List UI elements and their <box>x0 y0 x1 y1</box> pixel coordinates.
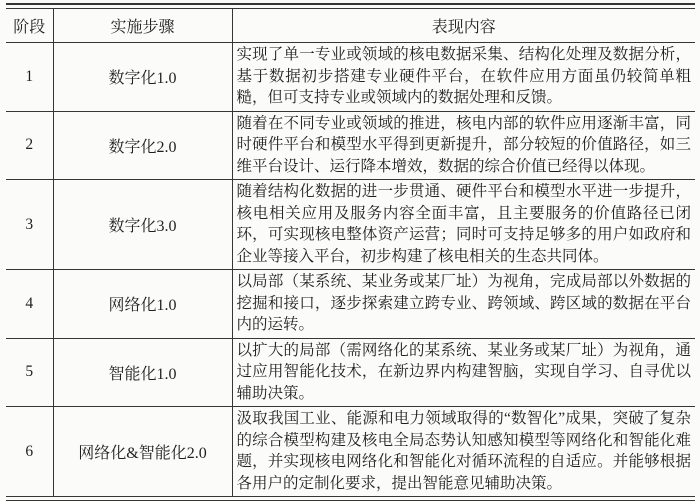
content-text: 随着结构化数据的进一步贯通、硬件平台和模型水平进一步提升，核电相关应用及服务内容全面丰富，且主要服务的价值路径已闭环，可实现核电整体资产运营；同时可支持足够多的用户如政府和企业等接入平台，初步构建了核电相关的生态共同体。 <box>232 180 695 270</box>
content-text: 以扩大的局部（需网络化的某系统、某业务或某厂址）为视角，通过应用智能化技术，在新边界内构建智脑，实现自学习、自寻优以辅助决策。 <box>232 338 695 407</box>
header-step: 实施步骤 <box>53 9 232 43</box>
step-label: 网络化1.0 <box>53 270 232 339</box>
step-label: 智能化1.0 <box>53 338 232 407</box>
step-label: 数字化2.0 <box>53 111 232 180</box>
content-text: 以局部（某系统、某业务或某厂址）为视角，完成局部以外数据的挖掘和接口，逐步探索建立跨专业、跨领域、跨区域的数据在平台内的运转。 <box>232 270 695 339</box>
table-row <box>6 338 695 407</box>
table-row <box>6 43 695 112</box>
stages-table <box>6 8 695 497</box>
content-text: 随着在不同专业或领域的推进，核电内部的软件应用逐渐丰富，同时硬件平台和模型水平得到更新提升，部分较短的价值路径，如三维平台设计、运行降本增效，数据的综合价值已经得以体现。 <box>232 111 695 180</box>
stages-table-block <box>6 3 695 501</box>
step-label: 数字化3.0 <box>53 180 232 270</box>
table-row <box>6 180 695 270</box>
step-label: 网络化&智能化2.0 <box>53 407 232 497</box>
header-stage: 阶段 <box>6 9 53 43</box>
header-row <box>6 9 695 43</box>
table-row <box>6 270 695 339</box>
table-row <box>6 407 695 497</box>
step-label: 数字化1.0 <box>53 43 232 112</box>
stage-number: 1 <box>6 43 53 112</box>
stage-number: 4 <box>6 270 53 339</box>
stage-number: 3 <box>6 180 53 270</box>
stage-number: 2 <box>6 111 53 180</box>
content-text: 汲取我国工业、能源和电力领域取得的“数智化”成果，突破了复杂的综合模型构建及核电全局态势认知感知模型等网络化和智能化难题，并实现核电网络化和智能化对循环流程的自适应。并能够根据各用户的定制化要求，提出智能意见辅助决策。 <box>232 407 695 497</box>
table-top-rule <box>6 3 695 5</box>
content-text: 实现了单一专业或领域的核电数据采集、结构化处理及数据分析，基于数据初步搭建专业硬件平台，在软件应用方面虽仍较简单粗糙，但可支持专业或领域内的数据处理和反馈。 <box>232 43 695 112</box>
stage-number: 5 <box>6 338 53 407</box>
table-row <box>6 111 695 180</box>
stage-number: 6 <box>6 407 53 497</box>
header-content: 表现内容 <box>232 9 695 43</box>
